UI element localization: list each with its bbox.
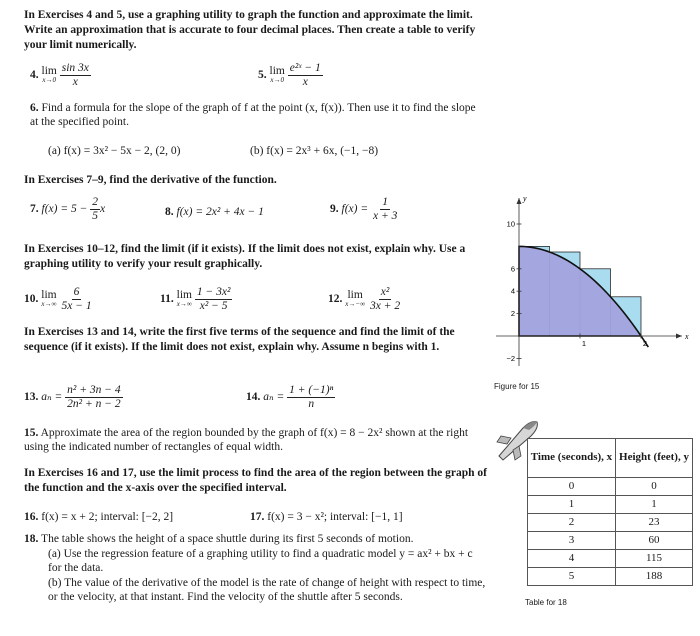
y-axis-label: y [523,194,527,203]
exercise-9 [330,196,399,222]
tick-label-y-4: 4 [510,286,515,296]
time-cell: 3 [528,532,616,550]
table-caption: Table for 18 [525,598,567,607]
time-cell: 2 [528,514,616,532]
exercise-16 [24,510,173,524]
fraction: $\frac{\text{1 − 3x²}}{\text{x² − 5}}$ [196,286,231,312]
exercise-number: 17. [250,511,265,523]
tick-label-x-1: 1 [581,339,587,348]
exercise-number: 14. [246,390,261,403]
exercise-6 [30,101,480,130]
figure-15-graph [492,190,700,390]
exercise-text: Approximate the area of the region bounded by the graph of f(x) = 8 − 2x² shown at the right using the indicated number of rectangles of equal width. [24,427,469,454]
intro-exercises-7-9: In Exercises 7–9, find the derivative of the function. [24,174,277,186]
time-cell: 0 [528,478,616,496]
exercise-4 [30,62,91,88]
equation-lhs: f(x) = [341,202,369,215]
exercise-number: 7. [30,202,39,215]
fraction: $\frac{\text{1 + (−1)ⁿ}}{n}$ [289,384,334,410]
intro-exercises-13-14: In Exercises 13 and 14, write the first five terms of the sequence and find the limit of the sequence (if it exists). If the limit does not exist, explain why. Assume n begins with 1. [24,326,455,353]
limit-operator: lim x→∞ [41,288,57,309]
exercise-6a: (a) f(x) = 3x² − 5x − 2, (2, 0) [48,145,181,157]
x-axis-arrow [676,334,682,339]
exercise-17 [250,510,403,524]
exercise-text: The table shows the height of a space shuttle during its first 5 seconds of motion. [41,533,414,545]
tick-label-y-6: 6 [510,264,515,274]
time-cell: 5 [528,568,616,586]
exercise-number: 12. [328,292,343,305]
exercise-text: f(x) = 2x² + 4x − 1 [176,206,264,218]
intro-exercises-4-5: In Exercises 4 and 5, use a graphing utility to graph the function and approximate the limit. Write an approximation that is accurate to four decimal places. Then create a table to verify your limit numerically. [24,9,476,51]
height-cell: 188 [616,568,693,586]
intro-exercises-10-12: In Exercises 10–12, find the limit (if it exists). If the limit does not exist, explain why. Use a graphing utility to verify your result graphically. [24,243,466,270]
fraction: $\frac{\text{n² + 3n − 4}}{\text{2n² + n − 2}}$ [67,384,121,410]
limit-operator: lim x→∞ [176,288,192,309]
fraction: $\frac{6}{5x - 1}$ [61,286,92,312]
y-axis-arrow [517,198,522,204]
exercise-11 [160,286,232,312]
exercise-number: 18. [24,533,39,545]
fraction: $\frac{1}{x + 3}$ [372,196,398,222]
exercise-number: 5. [258,68,267,81]
limit-operator: lim x→0 [41,64,57,85]
time-cell: 1 [528,496,616,514]
height-cell: 23 [616,514,693,532]
table-row [528,532,693,550]
fraction: $\frac{\text{x²}}{3x + 2}$ [369,286,401,312]
table-row [528,514,693,532]
limit-operator: lim x→0 [269,64,285,85]
exercise-number: 16. [24,511,39,523]
exercise-18b: (b) The value of the derivative of the model is the rate of change of height with respect to time, or the velocity, at that instant. Find the velocity of the shuttle after 5 seconds. [48,577,486,604]
exercise-text: f(x) = 3 − x²; interval: [−1, 1] [267,511,403,523]
exercise-14 [246,384,335,410]
tick-label-x-2: 2 [642,339,648,348]
header-time: Time (seconds), x [528,439,616,478]
table-row [528,478,693,496]
tick-label-y-10: 10 [506,219,515,229]
exercise-text: Find a formula for the slope of the graph of f at the point (x, f(x)). Then use it to find the slope at the specified point. [30,102,476,129]
equation-lhs: aₙ = [41,390,63,403]
height-cell: 1 [616,496,693,514]
exercise-7 [30,196,105,222]
fraction: $\frac{\text{e²ˣ − 1}}{x}$ [289,62,321,88]
exercise-number: 4. [30,68,39,81]
exercise-number: 13. [24,390,39,403]
exercise-number: 10. [24,292,39,305]
table-row [528,550,693,568]
equation-rhs: x [99,202,106,215]
exercise-10 [24,286,94,312]
table-row [528,496,693,514]
time-cell: 4 [528,550,616,568]
x-axis-label: x [685,332,689,341]
exercise-number: 9. [330,202,339,215]
exercise-6b: (b) f(x) = 2x³ + 6x, (−1, −8) [250,145,379,157]
exercise-text: f(x) = x + 2; interval: [−2, 2] [41,511,174,523]
exercise-number: 15. [24,427,39,439]
exercise-number: 8. [165,206,174,218]
exercise-8 [165,205,264,219]
limit-operator: lim x→−∞ [345,288,366,309]
exercise-5 [258,62,323,88]
figure-caption: Figure for 15 [494,382,540,391]
header-height: Height (feet), y [616,439,693,478]
height-cell: 115 [616,550,693,568]
exercise-number: 6. [30,102,39,114]
intro-exercises-16-17: In Exercises 16 and 17, use the limit process to find the area of the region between the graph of the function and the x-axis over the specified interval. [24,467,487,494]
exercise-18 [24,532,484,546]
height-cell: 60 [616,532,693,550]
equation-lhs: f(x) = 5 − [41,202,88,215]
tick-label-y-neg2: −2 [506,353,515,363]
exercise-13 [24,384,123,410]
height-cell: 0 [616,478,693,496]
tick-label-y-2: 2 [510,309,515,319]
equation-lhs: aₙ = [263,390,285,403]
exercise-number: 11. [160,292,174,305]
fraction: $\frac{2}{5}$ [92,196,98,222]
exercise-12 [328,286,402,312]
exercise-15 [24,426,479,455]
exercise-18a: (a) Use the regression feature of a graphing utility to find a quadratic model y = ax² + bx + c for the data. [48,548,473,575]
fraction: $\frac{\sin 3x}{x}$ [61,62,89,88]
table-row [528,568,693,586]
table-18 [527,438,693,586]
